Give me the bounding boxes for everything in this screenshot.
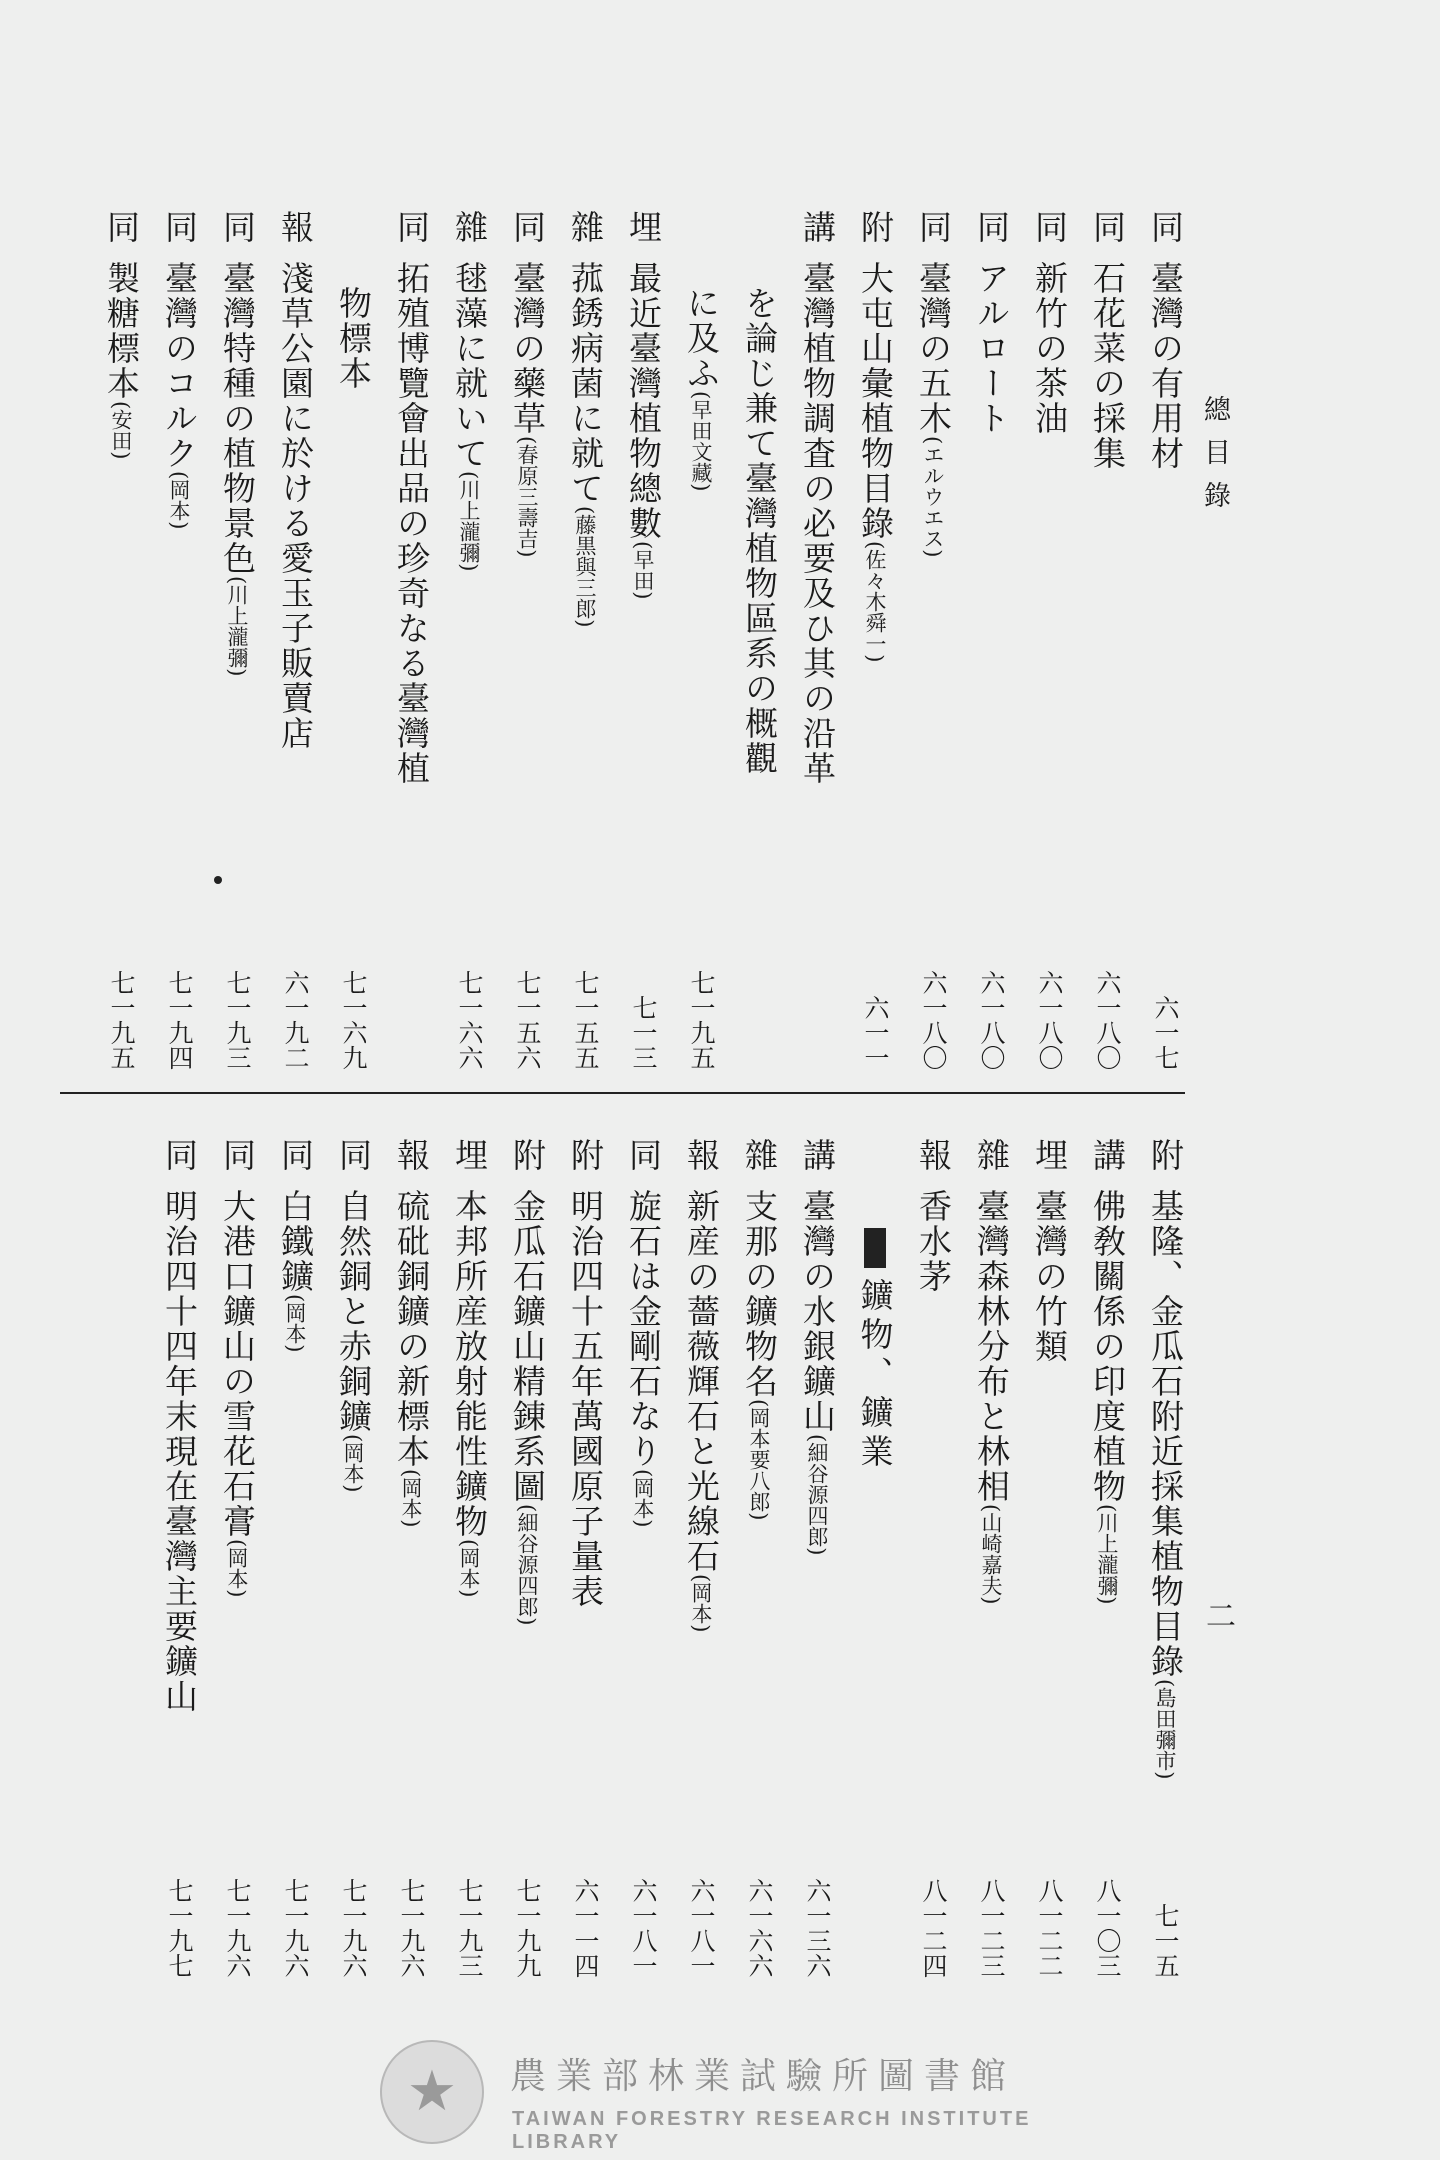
forestry-institute-seal-icon: ★ <box>380 2040 484 2144</box>
entry-title: 大屯山彙植物目錄 <box>856 261 895 541</box>
toc-entry <box>212 210 262 1070</box>
entry-author: (川上瀧彌) <box>457 471 481 572</box>
entry-title: 白鐵鑛 <box>276 1189 315 1294</box>
entry-title: 大港口鑛山の雪花石膏 <box>218 1189 257 1539</box>
entry-title: 旋石は金剛石なり <box>624 1189 663 1469</box>
entry-page: 七一九三 <box>223 970 252 1070</box>
entry-author: (岡本) <box>341 1434 365 1493</box>
toc-entry <box>1140 1138 1190 1978</box>
toc-entry <box>386 210 436 1070</box>
entry-page: 六一一四 <box>571 1878 600 1978</box>
entry-page: 七一九四 <box>165 970 194 1070</box>
toc-entry <box>908 210 958 1070</box>
toc-entry <box>502 210 552 1070</box>
entry-category: 報 <box>682 1138 721 1173</box>
entry-page: 七一九六 <box>281 1878 310 1978</box>
running-head: 總目錄 <box>1199 395 1230 524</box>
toc-entry <box>270 1138 320 1978</box>
entry-page: 七一九六 <box>397 1878 426 1978</box>
entry-category: 附 <box>508 1138 547 1173</box>
toc-entry <box>502 1138 552 1978</box>
entry-title: 金瓜石鑛山精錬系圖 <box>508 1189 547 1504</box>
toc-entry <box>966 210 1016 1070</box>
toc-entry <box>1024 210 1074 1070</box>
toc-entry <box>154 1138 204 1978</box>
section-heading <box>850 1138 900 1978</box>
entry-author: (藤黒與三郎) <box>573 506 597 628</box>
entry-page: 八一〇三 <box>1093 1878 1122 1978</box>
toc-entry <box>212 1138 262 1978</box>
toc-entry <box>850 210 900 1070</box>
entry-title: 明治四十四年末現在臺灣主要鑛山 <box>160 1189 199 1714</box>
toc-entry <box>154 210 204 1070</box>
entry-category: 同 <box>914 210 953 245</box>
section-divider <box>60 1092 1185 1094</box>
entry-page: 七一九六 <box>339 1878 368 1978</box>
entry-category: 雜 <box>450 210 489 245</box>
entry-category: 雜 <box>740 1138 779 1173</box>
entry-category: 附 <box>856 210 895 245</box>
entry-page: 六一八〇 <box>919 970 948 1070</box>
entry-page: 七一五五 <box>571 970 600 1070</box>
entry-title: 新竹の茶油 <box>1030 261 1069 436</box>
entry-author: (早田) <box>631 541 655 600</box>
entry-page: 六一六六 <box>745 1878 774 1978</box>
entry-category: 報 <box>276 210 315 245</box>
entry-page: 七一六六 <box>455 970 484 1070</box>
entry-category: 同 <box>102 210 141 245</box>
entry-title: 臺灣のコルク <box>160 261 199 471</box>
toc-entry <box>444 1138 494 1978</box>
entry-author: (細谷源四郎) <box>515 1504 539 1626</box>
entry-title: 臺灣植物調査の必要及ひ其の沿革 <box>798 261 837 786</box>
entry-page: 八一二三 <box>977 1878 1006 1978</box>
toc-entry <box>386 1138 436 1978</box>
toc-entry <box>560 210 610 1070</box>
entry-author: (細谷源四郎) <box>805 1434 829 1556</box>
entry-title: 臺灣の藥草 <box>508 261 547 436</box>
toc-entry <box>1082 1138 1132 1978</box>
entry-author: (岡本) <box>399 1469 423 1528</box>
entry-page: 八一二二 <box>1035 1878 1064 1978</box>
toc-entry <box>792 1138 842 1978</box>
entry-title: 石花菜の採集 <box>1088 261 1127 471</box>
entry-title: 本邦所産放射能性鑛物 <box>450 1189 489 1539</box>
entry-title: 硫砒銅鑛の新標本 <box>392 1189 431 1469</box>
toc-entry <box>618 1138 668 1978</box>
toc-entry <box>560 1138 610 1978</box>
entry-title: 明治四十五年萬國原子量表 <box>566 1189 605 1609</box>
entry-title: 物標本 <box>334 286 373 391</box>
entry-title: 拓殖博覽會出品の珍奇なる臺灣植 <box>392 261 431 786</box>
entry-category: 同 <box>1088 210 1127 245</box>
toc-section-bottom <box>70 1138 1190 1978</box>
toc-entry <box>792 210 842 1070</box>
entry-category: 同 <box>160 1138 199 1173</box>
entry-page: 七一九三 <box>455 1878 484 1978</box>
entry-title: 臺灣の水銀鑛山 <box>798 1189 837 1434</box>
toc-entry-continuation <box>676 210 726 1070</box>
entry-category: 附 <box>566 1138 605 1173</box>
toc-entry <box>328 1138 378 1978</box>
entry-category: 同 <box>276 1138 315 1173</box>
entry-author: (岡本) <box>689 1574 713 1633</box>
page-number: 二 <box>1200 1600 1235 1630</box>
entry-author: (早田文藏) <box>689 391 713 492</box>
entry-author: (島田彌市) <box>1153 1679 1177 1780</box>
entry-title: 臺灣特種の植物景色 <box>218 261 257 576</box>
entry-page: 六一九二 <box>281 970 310 1070</box>
entry-category: 同 <box>508 210 547 245</box>
toc-entry <box>1140 210 1190 1070</box>
entry-title: 佛敎關係の印度植物 <box>1088 1189 1127 1504</box>
entry-title: 淺草公園に於ける愛玉子販賣店 <box>276 261 315 751</box>
entry-page: 七一九七 <box>165 1878 194 1978</box>
entry-author: (岡本要八郎) <box>747 1399 771 1521</box>
entry-category: 雜 <box>566 210 605 245</box>
entry-page: 七一五 <box>1151 1903 1180 1978</box>
toc-entry <box>1024 1138 1074 1978</box>
entry-page: 七一六九 <box>339 970 368 1070</box>
entry-page: 六一三六 <box>803 1878 832 1978</box>
entry-title: 臺灣の五木 <box>914 261 953 436</box>
entry-title: 最近臺灣植物總數 <box>624 261 663 541</box>
entry-title: アルロート <box>972 261 1011 436</box>
entry-category: 同 <box>972 210 1011 245</box>
entry-author: (岡本) <box>225 1539 249 1598</box>
entry-author: (山崎嘉夫) <box>979 1504 1003 1605</box>
entry-page: 七一九六 <box>223 1878 252 1978</box>
entry-title: 新産の薔薇輝石と光線石 <box>682 1189 721 1574</box>
entry-title: 支那の鑛物名 <box>740 1189 779 1399</box>
toc-entry <box>966 1138 1016 1978</box>
heading-mark <box>864 1228 886 1268</box>
entry-author: (岡本) <box>631 1469 655 1528</box>
entry-page: 七一九五 <box>687 970 716 1070</box>
entry-category: 同 <box>218 1138 257 1173</box>
entry-page: 七一三 <box>629 995 658 1070</box>
entry-author: (岡本) <box>283 1294 307 1353</box>
toc-entry <box>1082 210 1132 1070</box>
entry-category: 報 <box>392 1138 431 1173</box>
entry-page: 八一二四 <box>919 1878 948 1978</box>
entry-author: (岡本) <box>167 471 191 530</box>
entry-title: 自然銅と赤銅鑛 <box>334 1189 373 1434</box>
toc-entry <box>908 1138 958 1978</box>
entry-author: (春原三壽吉) <box>515 436 539 558</box>
entry-author: (川上瀧彌) <box>225 576 249 677</box>
library-name: 農業部林業試驗所圖書館 <box>510 2056 1017 2097</box>
entry-category: 同 <box>624 1138 663 1173</box>
entry-title: 臺灣の有用材 <box>1146 261 1185 471</box>
entry-category: 埋 <box>450 1138 489 1173</box>
toc-entry <box>676 1138 726 1978</box>
entry-author: (岡本) <box>457 1539 481 1598</box>
entry-page: 六一八〇 <box>977 970 1006 1070</box>
entry-title: 香水茅 <box>914 1189 953 1294</box>
entry-category: 報 <box>914 1138 953 1173</box>
toc-entry <box>734 1138 784 1978</box>
toc-section-top <box>70 210 1190 1070</box>
toc-entry <box>96 210 146 1070</box>
entry-title: 臺灣森林分布と林相 <box>972 1189 1011 1504</box>
entry-category: 同 <box>334 1138 373 1173</box>
entry-title: に及ふ <box>682 286 721 391</box>
toc-entry-continuation <box>328 210 378 1070</box>
entry-category: 同 <box>160 210 199 245</box>
entry-title: 臺灣の竹類 <box>1030 1189 1069 1364</box>
entry-author: (安田) <box>109 401 133 460</box>
bullet-dot <box>214 876 222 884</box>
entry-category: 同 <box>1146 210 1185 245</box>
entry-category: 雜 <box>972 1138 1011 1173</box>
library-english-name: TAIWAN FORESTRY RESEARCH INSTITUTE LIBRARY <box>512 2108 1032 2153</box>
entry-category: 同 <box>218 210 257 245</box>
entry-page: 六一八一 <box>687 1878 716 1978</box>
entry-category: 講 <box>798 1138 837 1173</box>
toc-entry <box>618 210 668 1070</box>
entry-author: (佐々木舜一) <box>863 541 887 663</box>
entry-page: 七一九九 <box>513 1878 542 1978</box>
entry-category: 講 <box>798 210 837 245</box>
entry-category: 埋 <box>624 210 663 245</box>
entry-page: 七一九五 <box>107 970 136 1070</box>
entry-title: 毬藻に就いて <box>450 261 489 471</box>
toc-entry <box>444 210 494 1070</box>
entry-title: 菰銹病菌に就て <box>566 261 605 506</box>
entry-author: (エルウエス) <box>921 436 945 558</box>
entry-page: 六一七 <box>1151 995 1180 1070</box>
entry-page: 六一八一 <box>629 1878 658 1978</box>
entry-category: 同 <box>392 210 431 245</box>
section-heading-text: 鑛物、鑛業 <box>855 1278 895 1473</box>
toc-entry-continuation <box>734 210 784 1070</box>
entry-author: (川上瀧彌) <box>1095 1504 1119 1605</box>
entry-title: 製糖標本 <box>102 261 141 401</box>
entry-title: 基隆、金瓜石附近採集植物目錄 <box>1146 1189 1185 1679</box>
entry-page: 六一八〇 <box>1093 970 1122 1070</box>
entry-category: 埋 <box>1030 1138 1069 1173</box>
entry-page: 六一一 <box>861 995 890 1070</box>
library-footer <box>380 2040 1100 2153</box>
entry-category: 講 <box>1088 1138 1127 1173</box>
entry-page: 七一五六 <box>513 970 542 1070</box>
entry-category: 附 <box>1146 1138 1185 1173</box>
toc-entry <box>270 210 320 1070</box>
entry-page: 六一八〇 <box>1035 970 1064 1070</box>
entry-category: 同 <box>1030 210 1069 245</box>
entry-title: を論じ兼て臺灣植物區系の概觀 <box>740 286 779 776</box>
